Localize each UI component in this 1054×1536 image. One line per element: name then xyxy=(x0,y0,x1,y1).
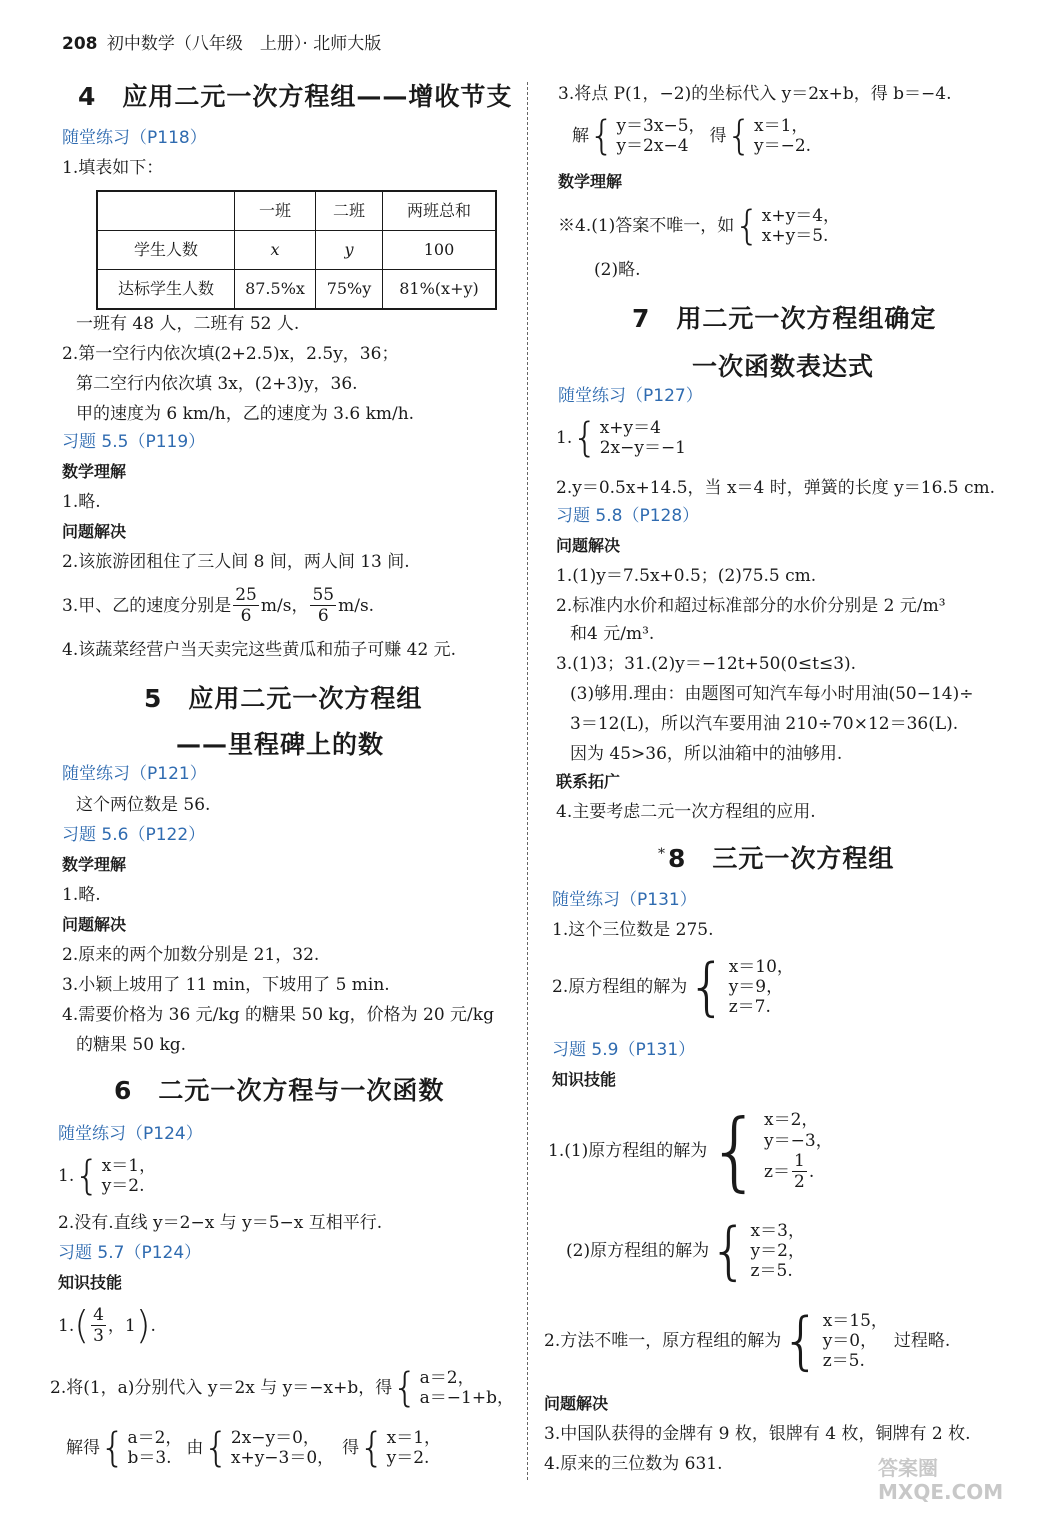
s6-k1-label: 1. xyxy=(58,1315,75,1336)
s5-exercise-label: 习题 5.6（P122） xyxy=(62,825,206,845)
r-q3-line1: 3.将点 P(1，−2)的坐标代入 y＝2x+b，得 b＝−4. xyxy=(558,84,952,104)
r-q4-2: (2)略. xyxy=(594,260,641,280)
section-7-heading-1: 7 用二元一次方程组确定 xyxy=(632,304,937,333)
s4-p3-text: 3.甲、乙的速度分别是 xyxy=(62,595,232,616)
system-rows xyxy=(764,1110,833,1193)
equation-system xyxy=(709,1214,805,1288)
denominator: 6 xyxy=(240,606,252,627)
s6-practice-label: 随堂练习（P124） xyxy=(58,1124,203,1144)
table-cell: 100 xyxy=(383,231,497,270)
s6-k1 xyxy=(58,1303,156,1349)
column-divider xyxy=(527,82,528,1480)
brace-icon: { xyxy=(100,1425,126,1471)
s8-p4: 4.原来的三位数为 631. xyxy=(544,1454,723,1474)
s8-k1-2 xyxy=(566,1214,805,1288)
brace-icon: { xyxy=(359,1425,385,1471)
system-rows xyxy=(751,1221,805,1282)
s6-k2-text: 得 xyxy=(342,1437,360,1458)
s5-p3: 3.小颖上坡用了 11 min，下坡用了 5 min. xyxy=(62,975,390,995)
s7-p3-line1: 3.(1)3；31.(2)y＝−12t+50(0≤t≤3). xyxy=(556,654,857,674)
system-row: x＝15， xyxy=(822,1310,888,1331)
equation-system xyxy=(572,414,686,462)
system-row: b＝3. xyxy=(127,1448,172,1468)
system-row: y＝9， xyxy=(728,977,784,997)
page-number: 208 xyxy=(62,34,98,54)
table-header-row xyxy=(97,191,496,231)
system-row: x＝1， xyxy=(101,1155,157,1176)
s7-p3-line4: 因为 45>36，所以油箱中的油够用. xyxy=(570,744,843,764)
section-8-heading: 8 三元一次方程组 xyxy=(668,844,895,873)
s8-k2-text: 2.方法不唯一，原方程组的解为 xyxy=(544,1331,782,1351)
s4-sub-understand: 数学理解 xyxy=(62,462,127,481)
s4-p3-text: m/s. xyxy=(338,595,375,616)
paren-icon: ) xyxy=(135,1303,151,1347)
r-q4 xyxy=(558,202,840,250)
brace-icon: { xyxy=(392,1365,418,1411)
s6-sub-skills: 知识技能 xyxy=(58,1273,123,1292)
brace-icon: { xyxy=(203,1425,229,1471)
s8-q2-text: 2.原方程组的解为 xyxy=(552,977,688,997)
denominator: 2 xyxy=(794,1172,805,1193)
equation-system xyxy=(734,202,840,250)
table-cell: 一班 xyxy=(235,191,316,231)
system-row: x＝1， xyxy=(386,1427,442,1448)
s7-p3-line2: (3)够用.理由：由题图可知汽车每小时用油(50−14)÷ xyxy=(570,684,974,704)
brace-icon: { xyxy=(572,415,598,461)
s5-u1: 1.略. xyxy=(62,885,101,905)
section-5-heading-1: 5 应用二元一次方程组 xyxy=(144,684,423,713)
equation-system xyxy=(359,1424,441,1472)
section-4-heading: 4 应用二元一次方程组——增收节支 xyxy=(78,82,513,111)
numerator: 25 xyxy=(235,585,257,605)
brace-icon: { xyxy=(707,1101,763,1201)
s6-k2-text: 解得 xyxy=(66,1437,100,1458)
table-cell: 75%y xyxy=(316,270,383,310)
system-rows xyxy=(600,418,686,459)
system-row: x+y＝5. xyxy=(761,226,829,246)
system-row: x+y＝4 xyxy=(599,417,661,438)
numerator: 4 xyxy=(93,1304,104,1325)
brace-icon: { xyxy=(781,1304,821,1377)
s8-practice-label: 随堂练习（P131） xyxy=(552,890,697,910)
s5-answer: 这个两位数是 56. xyxy=(76,795,211,815)
equation-system xyxy=(727,112,812,160)
table-cell xyxy=(97,191,235,231)
s4-q1: 1.填表如下： xyxy=(62,158,164,178)
system-rows xyxy=(616,116,705,157)
system-rows xyxy=(387,1428,441,1469)
s4-practice-label: 随堂练习（P118） xyxy=(62,128,207,148)
s7-sub-extend: 联系拓广 xyxy=(556,772,621,791)
s4-q2-line2: 第二空行内依次填 3x，(2+3)y，36. xyxy=(76,374,358,394)
table-cell: y xyxy=(316,231,383,270)
brace-icon: { xyxy=(687,950,727,1023)
s6-k2 xyxy=(50,1364,514,1412)
system-row: 2x−y＝−1 xyxy=(599,438,686,458)
denominator: 6 xyxy=(317,606,329,627)
s7-q1 xyxy=(556,414,686,462)
s7-q2: 2.y＝0.5x+14.5，当 x＝4 时，弹簧的长度 y＝16.5 cm. xyxy=(556,478,996,498)
section-7-heading-2: 一次函数表达式 xyxy=(692,352,875,381)
paren-icon: ( xyxy=(74,1303,90,1347)
system-row-text: . xyxy=(808,1161,815,1182)
r-q4-text: ※4.(1)答案不唯一，如 xyxy=(558,215,735,236)
system-row: x+y＝4， xyxy=(761,205,841,226)
system-row: y＝2. xyxy=(101,1176,145,1196)
system-row: y＝−2. xyxy=(753,136,812,156)
table-cell: 达标学生人数 xyxy=(97,270,235,310)
table-cell: 两班总和 xyxy=(383,191,497,231)
system-row: x+y−3＝0， xyxy=(230,1448,335,1468)
system-row: y＝−3， xyxy=(764,1130,833,1151)
s6-k1-tail: ，1 xyxy=(107,1315,136,1336)
system-row: a＝2， xyxy=(127,1427,183,1448)
table-cell: 二班 xyxy=(316,191,383,231)
s6-exercise-label: 习题 5.7（P124） xyxy=(58,1243,202,1263)
s7-p2-line2: 和4 元/m³. xyxy=(570,624,655,644)
fraction xyxy=(91,1305,106,1347)
period: . xyxy=(150,1315,156,1336)
s8-k1-text: 1.(1)原方程组的解为 xyxy=(548,1141,708,1162)
s6-q1 xyxy=(58,1152,156,1200)
s5-p4-line1: 4.需要价格为 36 元/kg 的糖果 50 kg，价格为 20 元/kg xyxy=(62,1005,494,1025)
brace-icon: { xyxy=(734,203,760,249)
fraction xyxy=(233,585,259,627)
s4-q2-line1: 2.第一空行内依次填(2+2.5)x，2.5y，36； xyxy=(62,344,399,364)
system-rows xyxy=(102,1156,156,1197)
system-row: a＝−1+b， xyxy=(419,1388,514,1408)
r-q3-text: 解 xyxy=(572,125,589,146)
equation-system xyxy=(781,1304,888,1378)
table-cell: 87.5%x xyxy=(235,270,316,310)
s7-sub-solve: 问题解决 xyxy=(556,536,621,555)
equation-system xyxy=(203,1424,334,1472)
s4-fill-table xyxy=(96,190,497,310)
system-row: x＝10， xyxy=(728,956,794,977)
system-rows xyxy=(420,1368,514,1409)
system-row: z＝5. xyxy=(822,1351,865,1372)
s6-q1-label: 1. xyxy=(58,1165,75,1186)
system-row: x＝3， xyxy=(750,1220,805,1241)
equation-system xyxy=(100,1424,182,1472)
table-cell: 学生人数 xyxy=(97,231,235,270)
system-row: a＝2， xyxy=(419,1367,475,1388)
s7-p2-line1: 2.标准内水价和超过标准部分的水价分别是 2 元/m³ xyxy=(556,596,946,616)
s7-p4: 4.主要考虑二元一次方程组的应用. xyxy=(556,802,816,822)
section-5-heading-2: ——里程碑上的数 xyxy=(176,730,385,759)
system-row: y＝2x−4 xyxy=(616,136,689,156)
equation-system xyxy=(74,1152,156,1200)
watermark-logo xyxy=(878,1456,1038,1504)
system-rows xyxy=(754,116,811,157)
system-row xyxy=(764,1151,833,1193)
s7-exercise-label: 习题 5.8（P128） xyxy=(556,506,700,526)
s4-p2: 2.该旅游团租住了三人间 8 间，两人间 13 间. xyxy=(62,552,410,572)
s6-k2-text: 2.将(1，a)分别代入 y＝2x 与 y＝−x+b，得 xyxy=(50,1377,393,1398)
s5-sub-solve: 问题解决 xyxy=(62,915,127,934)
system-row: y＝3x−5， xyxy=(616,115,706,136)
system-row: y＝0， xyxy=(822,1331,878,1351)
s5-practice-label: 随堂练习（P121） xyxy=(62,764,207,784)
table-row xyxy=(97,270,496,310)
equation-system xyxy=(707,1100,832,1203)
fraction xyxy=(792,1151,807,1193)
s8-exercise-label: 习题 5.9（P131） xyxy=(552,1040,696,1060)
system-row: x＝2， xyxy=(764,1110,819,1131)
s8-k2-text: 过程略. xyxy=(893,1331,951,1351)
s7-practice-label: 随堂练习（P127） xyxy=(558,386,703,406)
s5-sub-understand: 数学理解 xyxy=(62,855,127,874)
r-q3-text: 得 xyxy=(709,125,727,146)
watermark-text: 答案圈 MXQE.COM xyxy=(878,1456,1004,1504)
system-row: y＝2. xyxy=(386,1448,430,1468)
book-title: 初中数学（八年级 上册）· 北师大版 xyxy=(106,34,382,54)
r-q3-solve xyxy=(572,112,811,160)
system-row: x＝1， xyxy=(753,115,809,136)
s4-sub-solve: 问题解决 xyxy=(62,522,127,541)
s4-p4: 4.该蔬菜经营户当天卖完这些黄瓜和茄子可赚 42 元. xyxy=(62,640,457,660)
system-row: y＝2， xyxy=(750,1241,805,1261)
system-rows xyxy=(231,1428,334,1469)
system-rows xyxy=(127,1428,182,1469)
s8-k1 xyxy=(548,1100,833,1203)
system-row: 2x−y＝0， xyxy=(230,1427,320,1448)
system-rows xyxy=(762,206,840,247)
s8-sub-solve: 问题解决 xyxy=(544,1394,609,1413)
s4-p3 xyxy=(62,585,374,627)
denominator: 3 xyxy=(93,1326,104,1347)
table-cell: 81%(x+y) xyxy=(383,270,497,310)
equation-system xyxy=(589,112,706,160)
system-row: z＝7. xyxy=(728,997,771,1018)
s7-p1: 1.(1)y＝7.5x+0.5；(2)75.5 cm. xyxy=(556,566,817,586)
s5-p4-line2: 的糖果 50 kg. xyxy=(76,1035,187,1055)
s8-q1: 1.这个三位数是 275. xyxy=(552,920,714,940)
fraction xyxy=(310,585,336,627)
section-8-star: * xyxy=(658,846,665,862)
section-6-heading: 6 二元一次方程与一次函数 xyxy=(114,1076,445,1105)
s8-q2 xyxy=(552,950,794,1024)
brace-icon: { xyxy=(589,113,615,159)
s4-q1-answer: 一班有 48 人，二班有 52 人. xyxy=(76,314,300,334)
system-row-text: z＝ xyxy=(764,1161,790,1182)
s5-p2: 2.原来的两个加数分别是 21，32. xyxy=(62,945,320,965)
equation-system xyxy=(392,1364,514,1412)
s6-k2-solve xyxy=(66,1424,441,1472)
s6-k2-text: 由 xyxy=(186,1437,204,1458)
s8-sub-skills: 知识技能 xyxy=(552,1070,617,1089)
numerator: 55 xyxy=(312,585,335,605)
numerator: 1 xyxy=(794,1151,805,1172)
s4-exercise-label: 习题 5.5（P119） xyxy=(62,432,206,452)
s6-q2: 2.没有.直线 y＝2−x 与 y＝5−x 互相平行. xyxy=(58,1213,383,1233)
table-cell: x xyxy=(235,231,316,270)
r-sub-understand: 数学理解 xyxy=(558,172,623,191)
system-row: z＝5. xyxy=(750,1261,793,1282)
s8-k2 xyxy=(544,1304,950,1378)
s8-p3: 3.中国队获得的金牌有 9 枚，银牌有 4 枚，铜牌有 2 枚. xyxy=(544,1424,971,1444)
brace-icon: { xyxy=(74,1153,100,1199)
system-rows xyxy=(729,957,794,1018)
brace-icon: { xyxy=(709,1214,749,1287)
table-row xyxy=(97,231,496,270)
equation-system xyxy=(687,950,794,1024)
s8-k1-2-text: (2)原方程组的解为 xyxy=(566,1241,710,1261)
s4-p3-text: m/s， xyxy=(260,595,309,616)
s7-q1-label: 1. xyxy=(556,427,573,448)
system-rows xyxy=(823,1311,888,1372)
page-header xyxy=(62,34,381,54)
s7-p3-line3: 3＝12(L)，所以汽车要用油 210÷70×12＝36(L). xyxy=(570,714,959,734)
s4-u1: 1.略. xyxy=(62,492,101,512)
brace-icon: { xyxy=(726,113,752,159)
s4-q2-line3: 甲的速度为 6 km/h，乙的速度为 3.6 km/h. xyxy=(76,404,415,424)
